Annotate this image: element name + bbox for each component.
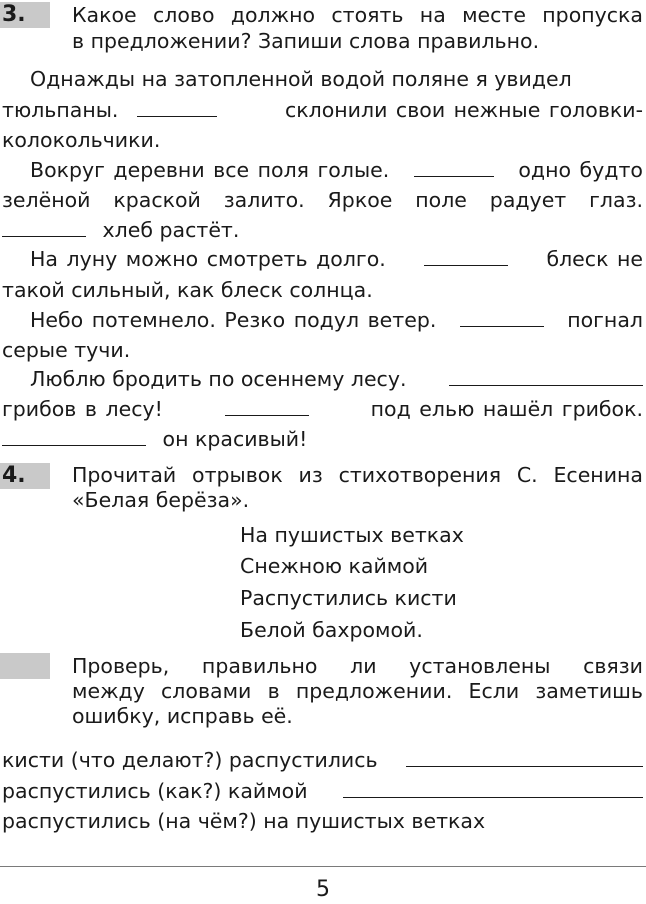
poem-line-3: Распустились кисти [240,586,457,610]
task-3-instruction-line-2: в предложении? Запиши слова правильно. [72,29,540,53]
p5-line-1: Люблю бродить по осеннему лесу. [30,364,643,394]
task-4-instruction-line-2: «Белая берёза». [72,488,250,512]
answer-blank-9[interactable] [406,765,643,767]
poem-line-4: Белой бахромой. [240,618,423,642]
p5-line-3: он красивый! [2,424,307,454]
page-number: 5 [316,877,330,902]
p5-line-2: грибов в лесу! под елью нашёл грибок. [2,397,643,421]
task-4-instruction-line-1: Прочитай отрывок из стихотворения С. Есенина [72,463,643,487]
answer-row-3: распустились (на чём?) на пушистых ветках [2,809,486,833]
answer-blank-4[interactable] [424,264,508,266]
p2-line-1: Вокруг деревни все поля голые. одно будто [30,158,643,182]
subtask-marker [0,653,50,679]
p1-line-3: колокольчики. [2,128,161,152]
p2-line-2: зелёной краской залито. Яркое поле радует глаз. [2,188,643,212]
answer-row-1: кисти (что делают?) распустились [2,745,643,775]
p4-line-1: Небо потемнело. Резко подул ветер. погнал [30,308,643,332]
p1-line-2: тюльпаны. склонили свои нежные головки- [2,98,643,122]
footer-divider [0,866,646,867]
task-3-number: 3. [0,2,50,28]
check-line-2: между словами в предложении. Если заметишь [72,679,643,703]
task-3-instruction-line-1: Какое слово должно стоять на месте пропуска [72,3,643,27]
p2-line-3: хлеб растёт. [2,215,239,245]
poem-line-2: Снежною каймой [240,554,429,578]
p3-line-1: На луну можно смотреть долго. блеск не [30,247,643,271]
check-line-1: Проверь, правильно ли установлены связи [72,654,643,678]
answer-blank-8[interactable] [2,444,146,446]
answer-blank-3[interactable] [2,235,86,237]
p4-line-2: серые тучи. [2,338,131,362]
task-4-number: 4. [0,463,50,489]
answer-blank-7[interactable] [225,414,309,416]
answer-row-2: распустились (как?) каймой [2,776,643,806]
p3-line-2: такой сильный, как блеск солнца. [2,278,373,302]
answer-blank-1[interactable] [137,115,217,117]
answer-blank-5[interactable] [460,325,544,327]
answer-blank-6[interactable] [449,384,643,386]
poem-line-1: На пушистых ветках [240,523,464,547]
check-line-3: ошибку, исправь её. [72,704,293,728]
answer-blank-10[interactable] [343,796,643,798]
answer-blank-2[interactable] [414,175,494,177]
p1-line-1: Однажды на затопленной водой поляне я увидел [30,67,572,91]
